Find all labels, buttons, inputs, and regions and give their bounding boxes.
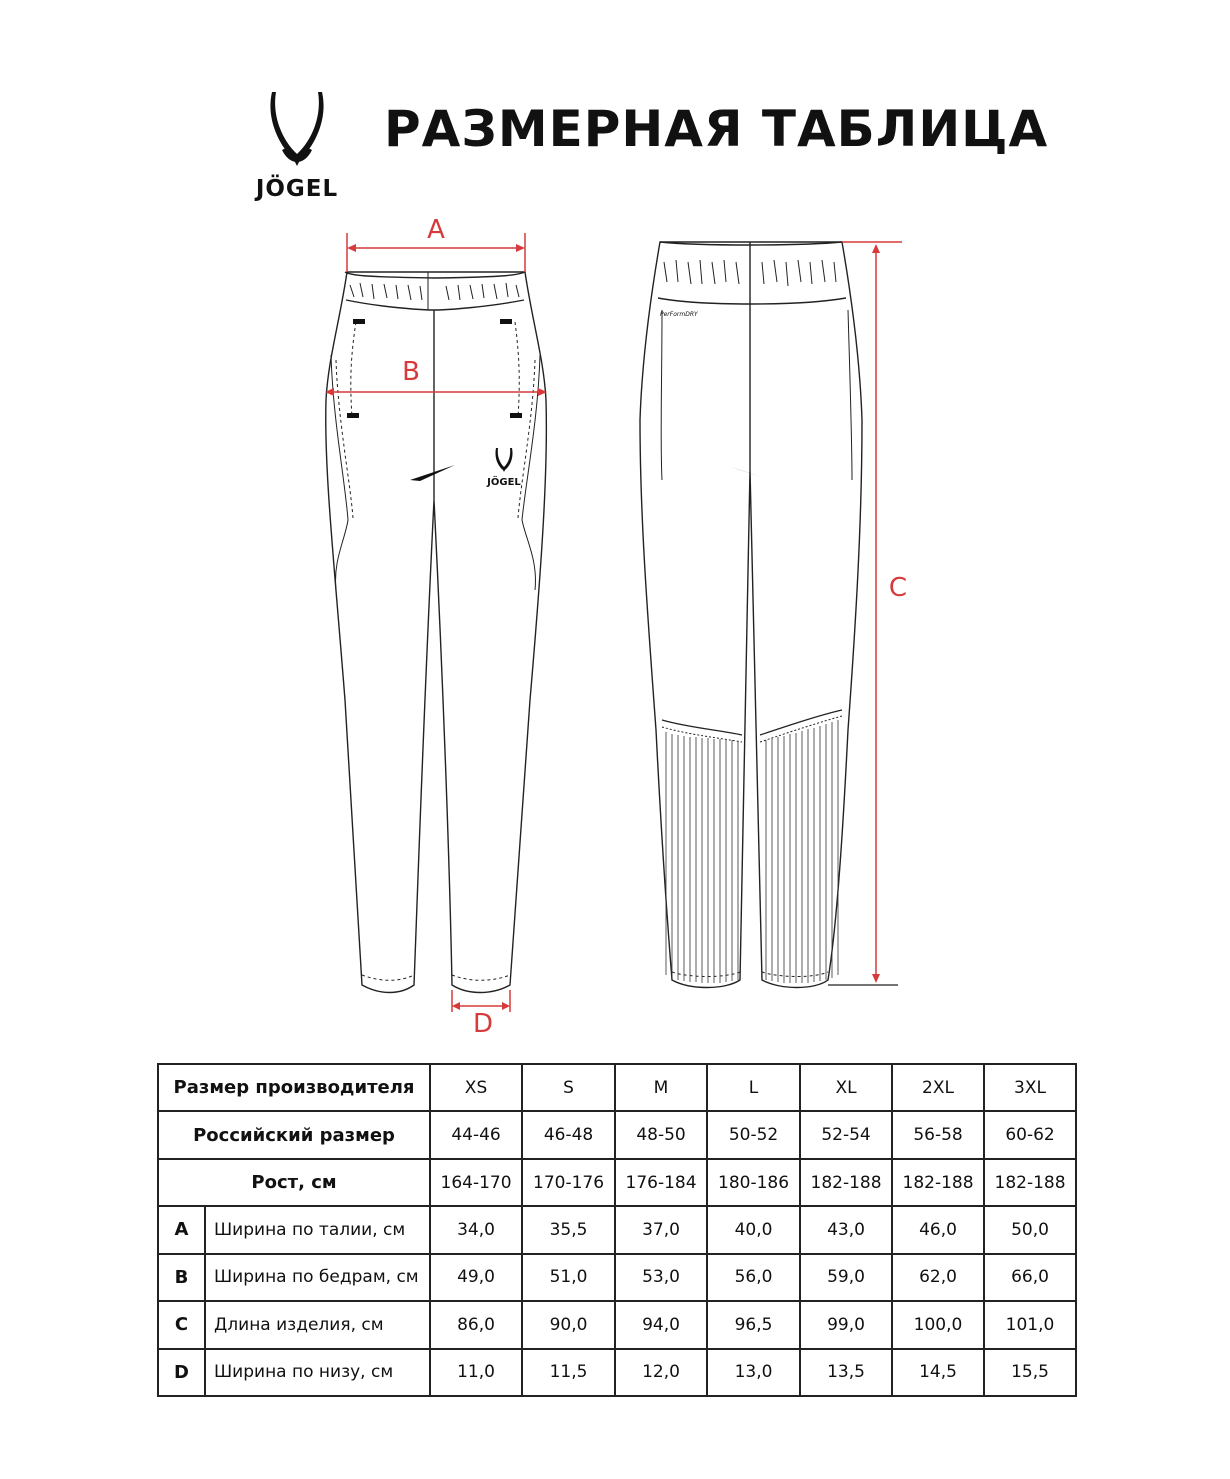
measure-value: 59,0 [800, 1254, 892, 1301]
measure-letter: C [158, 1301, 205, 1348]
height-cell: 164-170 [430, 1159, 522, 1206]
brand-name: JÖGEL [255, 176, 339, 202]
height-label: Рост, см [158, 1159, 430, 1206]
knee-dart-icon [410, 465, 455, 481]
table-row-russian-size [158, 1111, 1076, 1158]
size-cell: S [522, 1064, 615, 1111]
measure-name: Длина изделия, см [205, 1301, 430, 1348]
measure-value: 43,0 [800, 1206, 892, 1253]
back-knee-dart-icon [730, 467, 772, 480]
size-table [157, 1063, 1077, 1397]
height-cell: 170-176 [522, 1159, 615, 1206]
height-cell: 182-188 [984, 1159, 1076, 1206]
table-row-measure-a [158, 1206, 1076, 1253]
measure-value: 99,0 [800, 1301, 892, 1348]
measure-value: 86,0 [430, 1301, 522, 1348]
front-logo-icon [486, 448, 521, 488]
measure-value: 56,0 [707, 1254, 800, 1301]
zipper-pull-icon [353, 319, 365, 324]
measure-value: 35,5 [522, 1206, 615, 1253]
front-pants [326, 272, 547, 993]
measure-value: 40,0 [707, 1206, 800, 1253]
measure-name: Ширина по бедрам, см [205, 1254, 430, 1301]
measure-value: 15,5 [984, 1349, 1076, 1396]
measure-value: 66,0 [984, 1254, 1076, 1301]
size-cell: XL [800, 1064, 892, 1111]
table-row-height [158, 1159, 1076, 1206]
back-tag-text: PerFormDRY [660, 311, 698, 318]
measure-value: 100,0 [892, 1301, 984, 1348]
label-d: D [472, 1009, 494, 1039]
measure-value: 90,0 [522, 1301, 615, 1348]
front-logo-text: JÖGEL [487, 477, 521, 488]
height-cell: 182-188 [800, 1159, 892, 1206]
height-cell: 182-188 [892, 1159, 984, 1206]
measure-value: 46,0 [892, 1206, 984, 1253]
russian-size-cell: 56-58 [892, 1111, 984, 1158]
height-cell: 176-184 [615, 1159, 707, 1206]
measure-name: Ширина по талии, см [205, 1206, 430, 1253]
measure-value: 94,0 [615, 1301, 707, 1348]
zipper-pull-icon [510, 413, 522, 418]
logo-mark-icon [232, 88, 362, 178]
russian-size-label: Российский размер [158, 1111, 430, 1158]
measure-value: 96,5 [707, 1301, 800, 1348]
russian-size-cell: 50-52 [707, 1111, 800, 1158]
measure-value: 50,0 [984, 1206, 1076, 1253]
measure-value: 51,0 [522, 1254, 615, 1301]
label-a: A [427, 215, 445, 245]
measure-letter: D [158, 1349, 205, 1396]
measure-value: 62,0 [892, 1254, 984, 1301]
pants-diagram [0, 215, 1230, 1045]
header [0, 0, 1230, 220]
size-cell: L [707, 1064, 800, 1111]
measure-value: 53,0 [615, 1254, 707, 1301]
label-c: C [888, 573, 908, 603]
measure-b [325, 388, 547, 396]
russian-size-cell: 60-62 [984, 1111, 1076, 1158]
measure-value: 11,5 [522, 1349, 615, 1396]
table-row-measure-b [158, 1254, 1076, 1301]
size-cell: 3XL [984, 1064, 1076, 1111]
russian-size-cell: 44-46 [430, 1111, 522, 1158]
measure-letter: B [158, 1254, 205, 1301]
table-row-measure-c [158, 1301, 1076, 1348]
page-title: РАЗМЕРНАЯ ТАБЛИЦА [384, 100, 1049, 158]
measure-value: 49,0 [430, 1254, 522, 1301]
table-row-measure-d [158, 1349, 1076, 1396]
manufacturer-size-label: Размер производителя [158, 1064, 430, 1111]
measure-value: 37,0 [615, 1206, 707, 1253]
zipper-pull-icon [500, 319, 512, 324]
measure-letter: A [158, 1206, 205, 1253]
size-cell: XS [430, 1064, 522, 1111]
measure-value: 101,0 [984, 1301, 1076, 1348]
measure-value: 34,0 [430, 1206, 522, 1253]
measure-value: 13,0 [707, 1349, 800, 1396]
back-pants [640, 242, 862, 988]
height-cell: 180-186 [707, 1159, 800, 1206]
label-b: B [402, 357, 420, 387]
measure-value: 11,0 [430, 1349, 522, 1396]
measure-c [842, 242, 902, 983]
measure-value: 14,5 [892, 1349, 984, 1396]
brand-logo [232, 88, 362, 208]
size-cell: M [615, 1064, 707, 1111]
measure-name: Ширина по низу, см [205, 1349, 430, 1396]
size-cell: 2XL [892, 1064, 984, 1111]
russian-size-cell: 52-54 [800, 1111, 892, 1158]
table-row-manufacturer-size [158, 1064, 1076, 1111]
back-ribbed-panel [666, 720, 838, 983]
russian-size-cell: 46-48 [522, 1111, 615, 1158]
measure-value: 12,0 [615, 1349, 707, 1396]
russian-size-cell: 48-50 [615, 1111, 707, 1158]
zipper-pull-icon [347, 413, 359, 418]
measure-value: 13,5 [800, 1349, 892, 1396]
pants-technical-drawing [0, 215, 1230, 1045]
